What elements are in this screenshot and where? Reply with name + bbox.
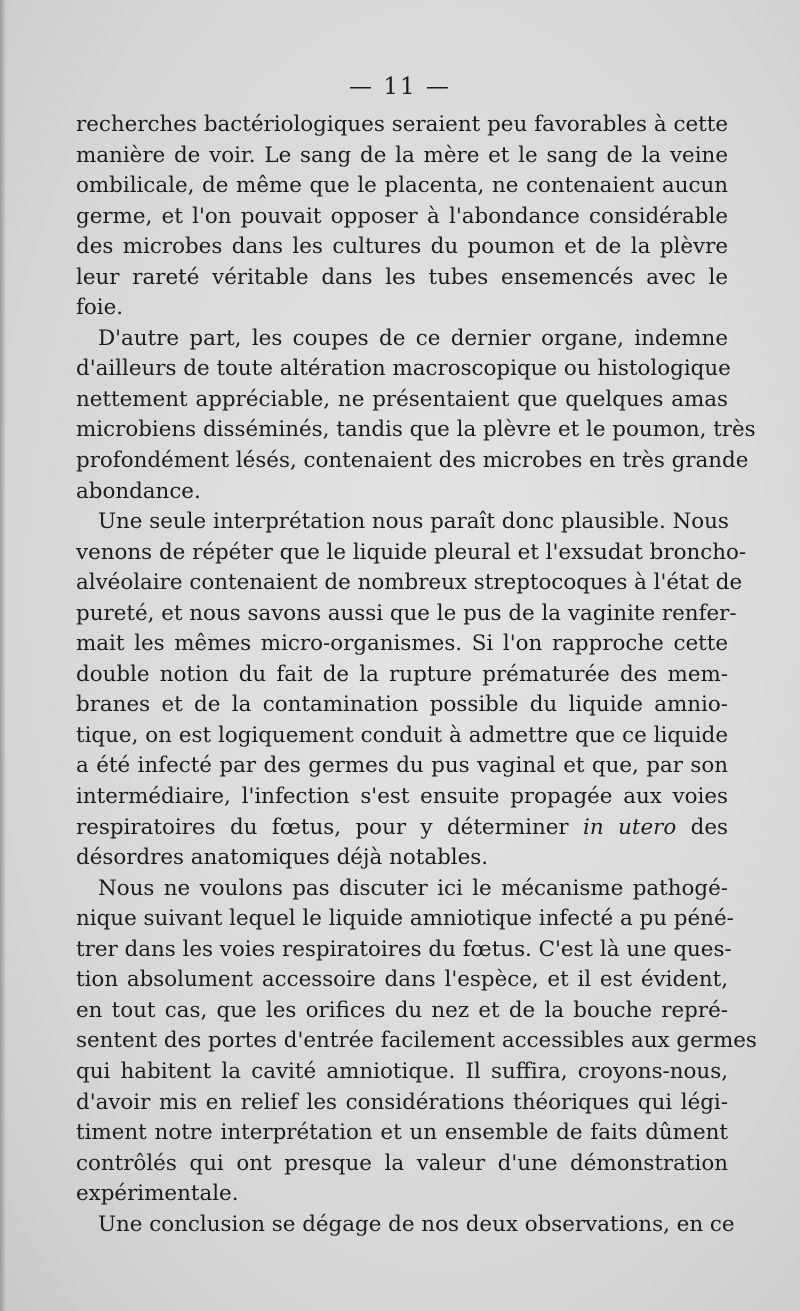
text-line: Une conclusion se dégage de nos deux observations, en ce bbox=[98, 1211, 735, 1237]
text-line: foie. bbox=[76, 295, 124, 321]
text-line: alvéolaire contenaient de nombreux streptocoques à l'état de bbox=[76, 570, 743, 596]
page-number: — 11 — bbox=[349, 74, 451, 100]
text-line: Une seule interprétation nous paraît donc plausible. Nous bbox=[98, 509, 729, 535]
text-line: leur rareté véritable dans les tubes ensemencés avec le bbox=[76, 264, 728, 290]
text-line: timent notre interprétation et un ensemble de faits dûment bbox=[76, 1120, 728, 1146]
text-line: venons de répéter que le liquide pleural et l'exsudat broncho- bbox=[76, 539, 747, 565]
text-line: tion absolument accessoire dans l'espèce, et il est évident, bbox=[76, 967, 728, 993]
text-line: profondément lésés, contenaient des microbes en très grande bbox=[76, 448, 749, 474]
text-line: expérimentale. bbox=[76, 1181, 239, 1207]
text-line: recherches bactériologiques seraient peu favorables à cette bbox=[76, 112, 728, 137]
text-line: intermédiaire, l'infection s'est ensuite propagée aux voies bbox=[76, 784, 728, 810]
text-line: tique, on est logiquement conduit à admettre que ce liquide bbox=[76, 722, 728, 748]
text-line: nique suivant lequel le liquide amniotique infecté a pu péné- bbox=[76, 906, 734, 932]
text-line: en tout cas, que les orifices du nez et de la bouche repré- bbox=[76, 997, 728, 1023]
text-line: qui habitent la cavité amniotique. Il suffira, croyons-nous, bbox=[76, 1058, 728, 1084]
text-line: mait les mêmes micro-organismes. Si l'on rapproche cette bbox=[76, 631, 728, 657]
text-line bbox=[76, 813, 728, 844]
text-line: Nous ne voulons pas discuter ici le mécanisme pathogé- bbox=[98, 875, 728, 901]
text-segment: respiratoires du fœtus, pour y déterminer bbox=[76, 814, 569, 840]
text-line: double notion du fait de la rupture prématurée des mem- bbox=[76, 661, 728, 687]
text-line: abondance. bbox=[76, 478, 201, 504]
text-line: a été infecté par des germes du pus vaginal et que, par son bbox=[76, 753, 728, 779]
text-line: pureté, et nous savons aussi que le pus de la vaginite renfer- bbox=[76, 600, 737, 626]
text-line: sentent des portes d'entrée facilement accessibles aux germes bbox=[76, 1028, 757, 1054]
text-line: D'autre part, les coupes de ce dernier organe, indemne bbox=[98, 325, 728, 351]
text-line: d'ailleurs de toute altération macroscopique ou histologique bbox=[76, 356, 731, 382]
text-line: des microbes dans les cultures du poumon et de la plèvre bbox=[76, 234, 728, 260]
text-line: ombilicale, de même que le placenta, ne contenaient aucun bbox=[76, 173, 728, 199]
text-line: germe, et l'on pouvait opposer à l'abondance considérable bbox=[76, 203, 728, 229]
text-line: contrôlés qui ont presque la valeur d'une démonstration bbox=[76, 1150, 728, 1176]
page-edge-shadow bbox=[0, 0, 6, 1311]
text-line: trer dans les voies respiratoires du fœtus. C'est là une ques- bbox=[76, 936, 732, 962]
body-text bbox=[76, 110, 757, 1240]
text-segment: des bbox=[690, 814, 728, 840]
text-line: microbiens disséminés, tandis que la plèvre et le poumon, très bbox=[76, 417, 756, 443]
text-line: branes et de la contamination possible du liquide amnio- bbox=[76, 692, 728, 718]
text-line: d'avoir mis en relief les considérations théoriques qui légi- bbox=[76, 1089, 728, 1115]
text-line: nettement appréciable, ne présentaient que quelques amas bbox=[76, 386, 728, 412]
text-line: désordres anatomiques déjà notables. bbox=[76, 845, 489, 871]
italic-phrase: in utero bbox=[583, 814, 677, 840]
text-line: manière de voir. Le sang de la mère et le sang de la veine bbox=[76, 142, 728, 168]
